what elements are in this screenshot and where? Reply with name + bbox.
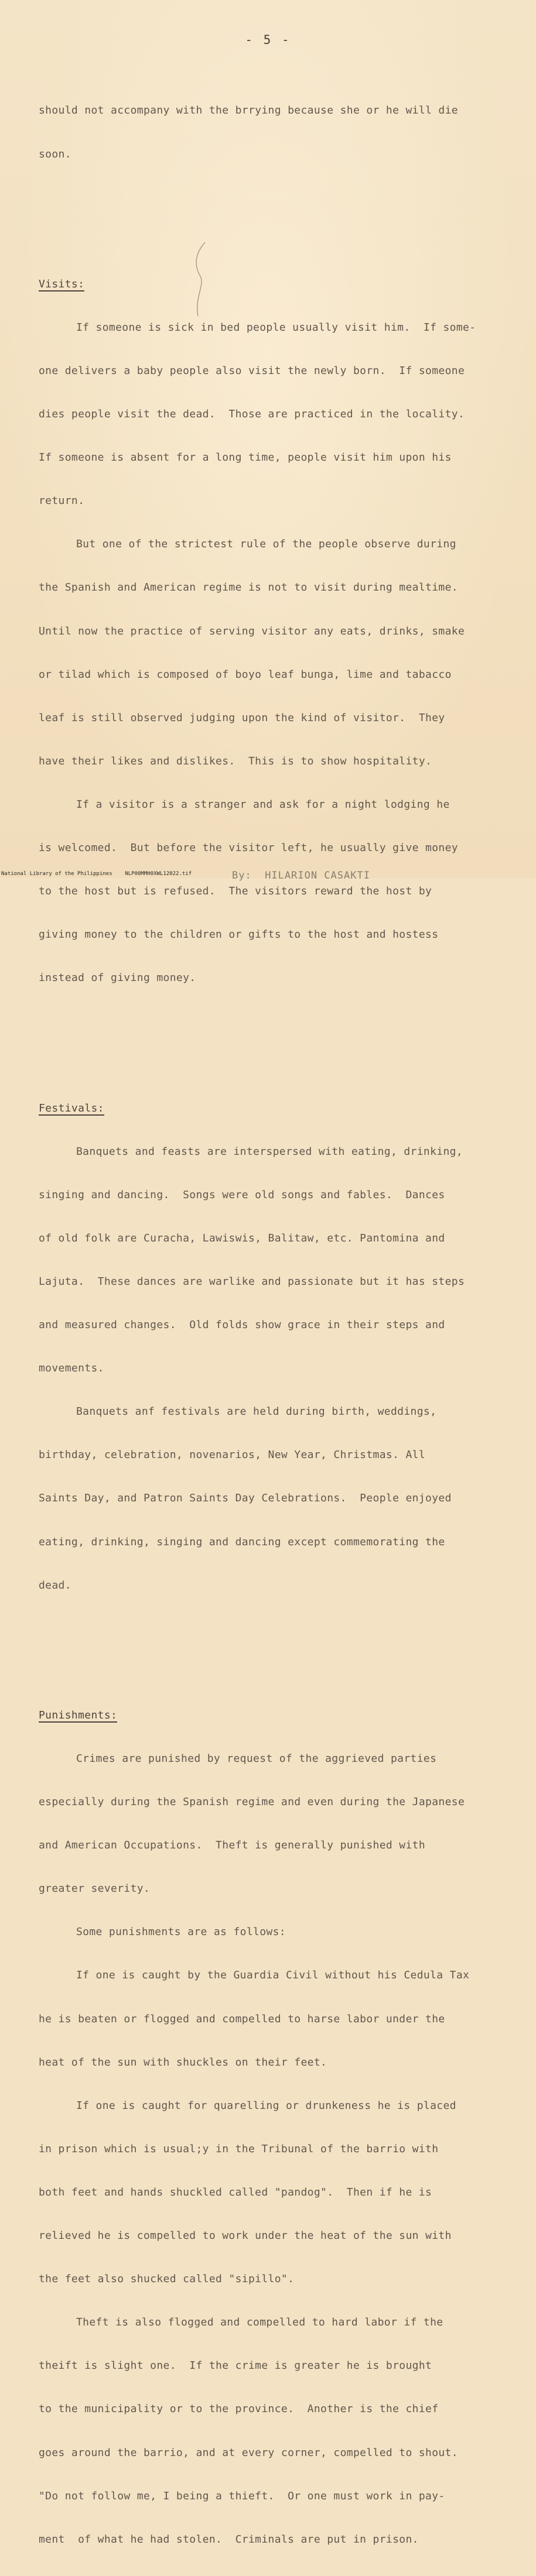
text-line: to the host but is refused. The visitors reward the host by — [39, 885, 432, 898]
text-line: he is beaten or flogged and compelled to harse labor under the — [39, 2012, 445, 2025]
text-line: especially during the Spanish regime and even during the Japanese — [39, 1796, 465, 1809]
text-line: greater severity. — [39, 1882, 151, 1895]
text-line: dies people visit the dead. Those are practiced in the locality. — [39, 408, 465, 421]
text-line: to the municipality or to the province. Another is the chief — [39, 2403, 439, 2416]
text-line: singing and dancing. Songs were old songs and fables. Dances — [39, 1188, 445, 1201]
text-line: the Spanish and American regime is not to visit during mealtime. — [39, 581, 458, 594]
text-line: If someone is sick in bed people usually visit him. If some- — [76, 321, 476, 334]
text-line: Some punishments are as follows: — [76, 1926, 286, 1939]
text-line: movements. — [39, 1362, 104, 1375]
text-line: is welcomed. But before the visitor left, he usually give money — [39, 842, 458, 855]
section-heading-punishments: Punishments: — [39, 1709, 118, 1721]
section-heading-visits: Visits: — [39, 277, 85, 290]
text-line: If a visitor is a stranger and ask for a night lodging he — [76, 798, 450, 811]
blank-line — [39, 205, 519, 219]
text-line: soon. — [39, 148, 71, 160]
text-line: should not accompany with the brrying because she or he will die — [39, 104, 458, 117]
text-line: Until now the practice of serving visitor any eats, drinks, smake — [39, 625, 465, 637]
text-line: If one is caught for quarelling or drunkeness he is placed — [76, 2099, 456, 2112]
section-heading-festivals: Festivals: — [39, 1102, 104, 1114]
text-line: heat of the sun with shuckles on their feet. — [39, 2056, 327, 2069]
document-body — [39, 75, 519, 2576]
text-line: dead. — [39, 1579, 71, 1591]
text-line: If someone is absent for a long time, people visit him upon his — [39, 451, 452, 464]
text-line: both feet and hands shuckled called "pandog". Then if he is — [39, 2186, 432, 2198]
text-line: Theft is also flogged and compelled to hard labor if the — [76, 2316, 443, 2329]
text-line: If one is caught by the Guardia Civil without his Cedula Tax — [76, 1969, 470, 1982]
text-line: leaf is still observed judging upon the kind of visitor. They — [39, 711, 445, 724]
text-line: ment of what he had stolen. Criminals are put in prison. — [39, 2533, 419, 2546]
text-line: the feet also shucked called "sipillo". — [39, 2273, 295, 2286]
text-line: goes around the barrio, and at every corner, compelled to shout. — [39, 2446, 458, 2459]
blank-line — [39, 1636, 519, 1651]
blank-line — [39, 1029, 519, 1044]
text-line: birthday, celebration, novenarios, New Year, Christmas. All — [39, 1449, 426, 1462]
archive-source-label: National Library of the Philippines NLP00MMH0XWL12022.tif — [1, 871, 192, 877]
page-number: - 5 - — [245, 33, 291, 47]
text-line: Crimes are punished by request of the aggrieved parties — [76, 1752, 437, 1765]
text-line: and American Occupations. Theft is generally punished with — [39, 1839, 426, 1852]
text-line: have their likes and dislikes. This is to show hospitality. — [39, 754, 432, 767]
text-line: in prison which is usual;y in the Tribunal of the barrio with — [39, 2142, 439, 2155]
text-line: and measured changes. Old folds show grace in their steps and — [39, 1319, 445, 1332]
text-line: instead of giving money. — [39, 972, 196, 985]
text-line: eating, drinking, singing and dancing except commemorating the — [39, 1535, 445, 1548]
text-line: Banquets anf festivals are held during birth, weddings, — [76, 1405, 437, 1418]
text-line: theift is slight one. If the crime is greater he is brought — [39, 2359, 432, 2372]
text-line: of old folk are Curacha, Lawiswis, Balitaw, etc. Pantomina and — [39, 1232, 445, 1244]
text-line: or tilad which is composed of boyo leaf bunga, lime and tabacco — [39, 668, 452, 681]
text-line: giving money to the children or gifts to the host and hostess — [39, 928, 439, 941]
text-line: Saints Day, and Patron Saints Day Celebrations. People enjoyed — [39, 1492, 452, 1505]
text-line: Banquets and feasts are interspersed with eating, drinking, — [76, 1145, 463, 1158]
text-line: "Do not follow me, I being a thieft. Or one must work in pay- — [39, 2489, 445, 2502]
text-line: one delivers a baby people also visit the newly born. If someone — [39, 364, 465, 377]
text-line: Lajuta. These dances are warlike and passionate but it has steps — [39, 1275, 465, 1288]
text-line: return. — [39, 495, 85, 507]
text-line: But one of the strictest rule of the people observe during — [76, 538, 456, 551]
author-byline: By: HILARION CASAKTI — [232, 870, 370, 881]
text-line: relieved he is compelled to work under the heat of the sun with — [39, 2229, 452, 2242]
